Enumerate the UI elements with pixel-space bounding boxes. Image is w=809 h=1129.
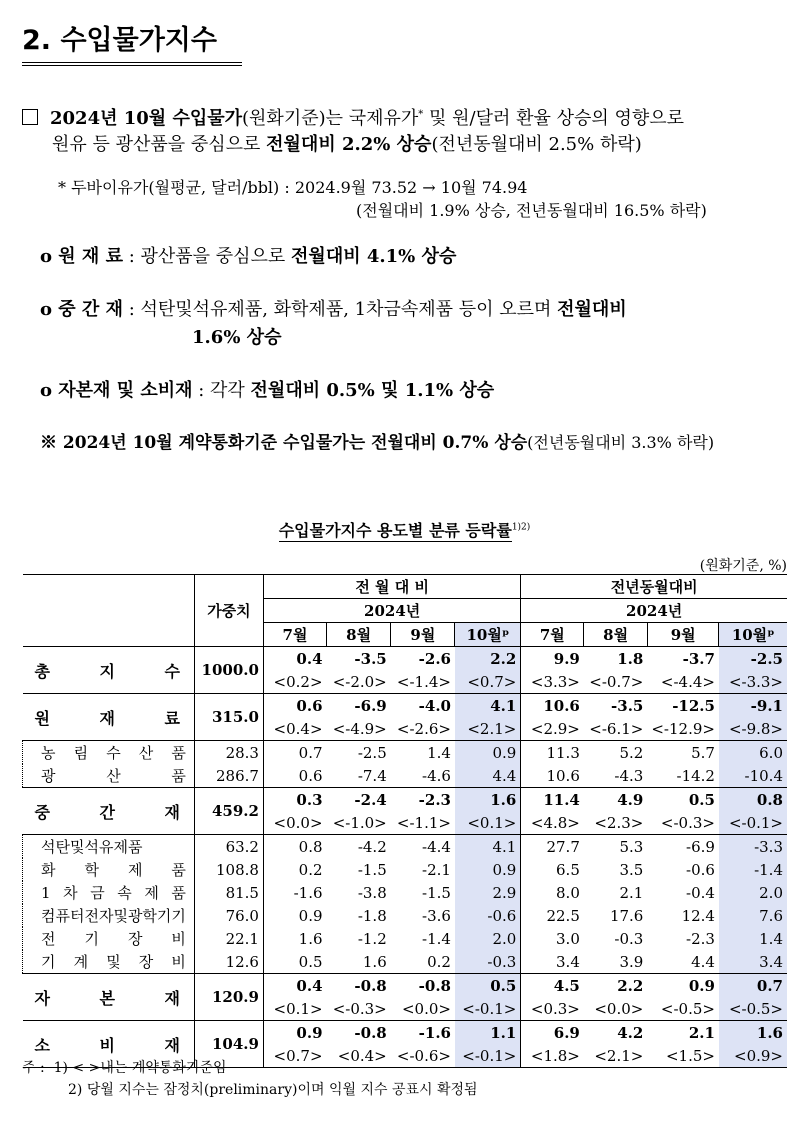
sub-row-weight: 108.8 (194, 858, 263, 881)
value-cell: -2.5 (357, 743, 387, 762)
value-cell: 2.0 (719, 881, 787, 904)
title-underline (22, 62, 242, 63)
value-cell: 0.4 (296, 649, 323, 668)
row-weight: 1000.0 (194, 647, 263, 694)
contract-note-text: ※ 2024년 10월 계약통화기준 수입물가는 (40, 433, 372, 453)
contract-value-cell: <0.1> (455, 811, 521, 835)
import-price-table (22, 574, 787, 1068)
value-cell: 2.1 (688, 1023, 715, 1042)
value-cell: -2.3 (418, 790, 451, 809)
contract-value-cell: <-1.0> (327, 811, 391, 835)
value-cell: -4.2 (357, 837, 387, 856)
value-cell: 1.4 (719, 927, 787, 950)
bullet-cap-label: o 자본재 및 소비재 (40, 380, 193, 401)
value-cell: 6.9 (553, 1023, 580, 1042)
sub-row-weight: 28.3 (194, 741, 263, 765)
bullet-mid (40, 295, 627, 325)
contract-value-cell: <0.0> (263, 811, 326, 835)
value-cell: -4.0 (418, 696, 451, 715)
value-cell: -10.4 (719, 764, 787, 788)
contract-value-cell: <-0.5> (647, 997, 719, 1021)
value-cell: 12.4 (681, 906, 715, 925)
value-cell: -1.8 (357, 906, 387, 925)
value-cell: 0.7 (719, 974, 787, 998)
row-weight: 459.2 (194, 788, 263, 835)
row-label: 소 비 재 (23, 1021, 195, 1068)
table-row-sub (23, 835, 788, 859)
value-cell: -6.9 (686, 837, 715, 856)
table-row-sub (23, 741, 788, 765)
table-row (23, 694, 788, 718)
sub-row-label: 석탄및석유제품 (23, 835, 195, 859)
sub-row-weight: 22.1 (194, 927, 263, 950)
value-cell: -0.8 (354, 976, 387, 995)
table-title (0, 518, 809, 541)
value-cell: 10.6 (543, 696, 580, 715)
value-cell: 1.8 (617, 649, 644, 668)
table-row (23, 788, 788, 812)
contract-value-cell: <0.0> (584, 997, 647, 1021)
row-weight: 120.9 (194, 974, 263, 1021)
value-cell: 0.6 (263, 764, 326, 788)
value-cell: -1.6 (418, 1023, 451, 1042)
value-cell: 0.2 (391, 950, 455, 974)
header-month: 8월 (584, 623, 647, 647)
contract-value-cell: <4.8> (521, 811, 584, 835)
bullet-raw-label: o 원 재 료 (40, 246, 123, 267)
bullet-mid-label: o 중 간 재 (40, 299, 123, 320)
summary-line-2 (52, 130, 642, 160)
value-cell: -1.6 (293, 883, 323, 902)
contract-value-cell: <-12.9> (647, 717, 719, 741)
bullet-cap-text: : 각각 (192, 380, 251, 401)
value-cell: 11.4 (543, 790, 580, 809)
value-cell: 4.1 (455, 694, 521, 718)
value-cell: 7.6 (719, 904, 787, 927)
sub-row-label: 농 림 수 산 품 (23, 741, 195, 765)
value-cell: 0.8 (298, 837, 323, 856)
value-cell: 8.0 (556, 883, 580, 902)
checkbox-square-icon (22, 109, 38, 125)
contract-value-cell: <-0.1> (455, 997, 521, 1021)
value-cell: 4.5 (553, 976, 580, 995)
contract-value-cell: <0.7> (455, 670, 521, 694)
sub-row-label: 광 산 품 (23, 764, 195, 788)
value-cell: 5.3 (619, 837, 644, 856)
dubai-note-2: (전월대비 1.9% 상승, 전년동월대비 16.5% 하락) (356, 201, 707, 220)
value-cell: 11.3 (546, 743, 580, 762)
contract-value-cell: <-0.5> (719, 997, 787, 1021)
header-month: 7월 (263, 623, 326, 647)
summary-text-1: 는 국제유가 (325, 108, 419, 129)
table-row-sub (23, 881, 788, 904)
contract-value-cell: <-0.1> (455, 1044, 521, 1068)
value-cell: 1.6 (719, 1021, 787, 1045)
contract-value-cell: <2.1> (584, 1044, 647, 1068)
contract-value-cell: <1.5> (647, 1044, 719, 1068)
value-cell: 1.1 (455, 1021, 521, 1045)
value-cell: -3.7 (682, 649, 715, 668)
sub-row-weight: 76.0 (194, 904, 263, 927)
value-cell: -0.8 (418, 976, 451, 995)
value-cell: 4.9 (617, 790, 644, 809)
value-cell: 17.6 (609, 906, 644, 925)
value-cell: 0.5 (455, 974, 521, 998)
contract-value-cell: <-0.6> (391, 1044, 455, 1068)
table-row (23, 647, 788, 671)
value-cell: 4.4 (647, 950, 719, 974)
bullet-raw-bold: 전월대비 4.1% 상승 (291, 246, 457, 267)
contract-value-cell: <0.4> (327, 1044, 391, 1068)
header-mom: 전 월 대 비 (263, 575, 520, 599)
contract-value-cell: <-0.3> (647, 811, 719, 835)
value-cell: 1.6 (327, 950, 391, 974)
value-cell: -1.4 (719, 858, 787, 881)
sub-row-label: 전 기 장 비 (23, 927, 195, 950)
value-cell: 3.4 (521, 950, 584, 974)
value-cell: -0.8 (354, 1023, 387, 1042)
value-cell: 6.5 (556, 860, 580, 879)
value-cell: -0.3 (614, 929, 644, 948)
table-unit: (원화기준, %) (699, 558, 787, 574)
header-year-yoy: 2024년 (521, 599, 787, 623)
value-cell: 0.5 (263, 950, 326, 974)
value-cell: -14.2 (647, 764, 719, 788)
sub-row-weight: 12.6 (194, 950, 263, 974)
summary-yoy: (전년동월대비 2.5% 하락) (431, 134, 642, 155)
sub-row-label: 화 학 제 품 (23, 858, 195, 881)
value-cell: 3.0 (556, 929, 580, 948)
contract-note-yoy: (전년동월대비 3.3% 하락) (527, 433, 715, 452)
value-cell: -12.5 (672, 696, 715, 715)
contract-value-cell: <3.3> (521, 670, 584, 694)
footnote-label: 주 : (22, 1060, 45, 1076)
value-cell: 3.9 (584, 950, 647, 974)
sub-row-weight: 81.5 (194, 881, 263, 904)
asterisk-mark: * (418, 109, 424, 120)
table-row-sub (23, 904, 788, 927)
value-cell: -1.2 (357, 929, 387, 948)
value-cell: -1.5 (357, 860, 387, 879)
table-row (23, 1021, 788, 1045)
contract-value-cell: <-0.3> (327, 997, 391, 1021)
contract-value-cell: <0.4> (263, 717, 326, 741)
contract-value-cell: <-2.6> (391, 717, 455, 741)
value-cell: -0.6 (455, 904, 521, 927)
contract-note (40, 428, 714, 458)
value-cell: -1.5 (422, 883, 451, 902)
value-cell: -0.4 (686, 883, 715, 902)
header-weight: 가중치 (194, 575, 263, 647)
contract-value-cell: <2.1> (455, 717, 521, 741)
summary-line-1 (22, 100, 684, 134)
value-cell: -3.5 (611, 696, 644, 715)
bullet-mid-bold: 전월대비 (557, 299, 627, 320)
footnote-1: 1) < >내는 계약통화기준임 (53, 1060, 227, 1076)
value-cell: 0.8 (719, 788, 787, 812)
table-title-sup: 1)2) (511, 522, 531, 533)
contract-value-cell: <-4.4> (647, 670, 719, 694)
value-cell: -3.6 (422, 906, 451, 925)
contract-value-cell: <0.2> (263, 670, 326, 694)
footnote-2: 2) 당월 지수는 잠정치(preliminary)이며 익월 지수 공표시 확정됨 (68, 1082, 478, 1098)
value-cell: 0.9 (455, 741, 521, 765)
contract-value-cell: <-9.8> (719, 717, 787, 741)
value-cell: 27.7 (546, 837, 580, 856)
value-cell: 2.9 (455, 881, 521, 904)
value-cell: 0.7 (298, 743, 323, 762)
value-cell: 0.9 (455, 858, 521, 881)
sub-row-label: 1 차 금 속 제 품 (23, 881, 195, 904)
contract-value-cell: <-0.7> (584, 670, 647, 694)
value-cell: 2.2 (617, 976, 644, 995)
summary-basis: (원화기준) (242, 108, 326, 129)
value-cell: 3.5 (619, 860, 644, 879)
value-cell: 0.9 (688, 976, 715, 995)
row-label: 원 재 료 (23, 694, 195, 741)
value-cell: 0.5 (688, 790, 715, 809)
header-month: 8월 (327, 623, 391, 647)
value-cell: 6.0 (719, 741, 787, 765)
footnotes (22, 1057, 478, 1101)
value-cell: 9.9 (553, 649, 580, 668)
summary-bold-2: 전월대비 2.2% 상승 (266, 134, 432, 155)
value-cell: -2.5 (719, 647, 787, 671)
value-cell: -2.6 (418, 649, 451, 668)
dubai-note-1: * 두바이유가(월평균, 달러/bbl) : 2024.9월 73.52 → 10월 74.94 (58, 178, 528, 197)
value-cell: 1.6 (298, 929, 323, 948)
header-month: 9월 (647, 623, 719, 647)
contract-value-cell: <-4.9> (327, 717, 391, 741)
value-cell: -4.4 (422, 837, 451, 856)
sub-row-weight: 286.7 (194, 764, 263, 788)
bullet-raw (40, 242, 456, 272)
bullet-mid-text: : 석탄및석유제품, 화학제품, 1차금속제품 등이 오르며 (122, 299, 558, 320)
value-cell: -4.3 (584, 764, 647, 788)
bullet-raw-text: : 광산품을 중심으로 (122, 246, 292, 267)
contract-value-cell: <0.1> (263, 997, 326, 1021)
contract-value-cell: <2.9> (521, 717, 584, 741)
sub-row-label: 컴퓨터전자및광학기기 (23, 904, 195, 927)
section-title: 2. 수입물가지수 (22, 25, 217, 56)
value-cell: 2.2 (455, 647, 521, 671)
value-cell: 0.9 (296, 1023, 323, 1042)
summary-bold-1: 2024년 10월 수입물가 (50, 108, 243, 129)
row-label: 중 간 재 (23, 788, 195, 835)
value-cell: -3.8 (357, 883, 387, 902)
value-cell: -2.1 (422, 860, 451, 879)
header-blank (23, 575, 195, 647)
summary-text-3: 원유 등 광산품을 중심으로 (52, 134, 267, 155)
value-cell: 4.1 (455, 835, 521, 859)
contract-value-cell: <0.0> (391, 997, 455, 1021)
value-cell: 0.4 (296, 976, 323, 995)
value-cell: -0.3 (455, 950, 521, 974)
value-cell: -0.6 (686, 860, 715, 879)
header-month: 7월 (521, 623, 584, 647)
row-label: 총 지 수 (23, 647, 195, 694)
summary-text-2: 및 원/달러 환율 상승의 영향으로 (423, 108, 685, 129)
value-cell: 5.7 (691, 743, 715, 762)
value-cell: 0.6 (296, 696, 323, 715)
table-title-text: 수입물가지수 용도별 분류 등락률 (278, 521, 512, 540)
value-cell: -1.4 (422, 929, 451, 948)
bullet-mid-bold-2: 1.6% 상승 (192, 327, 282, 348)
contract-value-cell: <-2.0> (327, 670, 391, 694)
value-cell: 0.2 (298, 860, 323, 879)
row-label: 자 본 재 (23, 974, 195, 1021)
value-cell: 5.2 (619, 743, 644, 762)
contract-value-cell: <2.3> (584, 811, 647, 835)
contract-value-cell: <0.9> (719, 1044, 787, 1068)
header-yoy: 전년동월대비 (521, 575, 787, 599)
value-cell: 4.4 (455, 764, 521, 788)
row-weight: 315.0 (194, 694, 263, 741)
header-month: 10월ᵖ (719, 623, 787, 647)
bullet-cap (40, 376, 494, 406)
contract-value-cell: <-1.1> (391, 811, 455, 835)
value-cell: -2.4 (354, 790, 387, 809)
value-cell: 2.1 (619, 883, 644, 902)
value-cell: -2.3 (686, 929, 715, 948)
sub-row-label: 기 계 및 장 비 (23, 950, 195, 974)
value-cell: -3.3 (719, 835, 787, 859)
value-cell: 22.5 (546, 906, 580, 925)
value-cell: 1.6 (455, 788, 521, 812)
header-month: 10월ᵖ (455, 623, 521, 647)
table-row (23, 974, 788, 998)
contract-value-cell: <-0.1> (719, 811, 787, 835)
table-row-sub (23, 764, 788, 788)
contract-value-cell: <1.8> (521, 1044, 584, 1068)
contract-value-cell: <-6.1> (584, 717, 647, 741)
value-cell: 0.3 (296, 790, 323, 809)
header-row-1 (23, 575, 788, 599)
contract-value-cell: <0.3> (521, 997, 584, 1021)
header-month: 9월 (391, 623, 455, 647)
contract-value-cell: <0.7> (263, 1044, 326, 1068)
value-cell: 2.0 (455, 927, 521, 950)
table-row-sub (23, 927, 788, 950)
value-cell: 1.4 (427, 743, 451, 762)
value-cell: 10.6 (521, 764, 584, 788)
table-row-sub (23, 950, 788, 974)
sub-row-weight: 63.2 (194, 835, 263, 859)
value-cell: 4.2 (617, 1023, 644, 1042)
bullet-cap-bold: 전월대비 0.5% 및 1.1% 상승 (250, 380, 495, 401)
value-cell: -7.4 (327, 764, 391, 788)
contract-note-bold: 전월대비 0.7% 상승 (371, 433, 528, 453)
table-body (23, 575, 788, 1068)
value-cell: -6.9 (354, 696, 387, 715)
table-row-sub (23, 858, 788, 881)
value-cell: -4.6 (391, 764, 455, 788)
value-cell: 3.4 (719, 950, 787, 974)
header-year-mom: 2024년 (263, 599, 520, 623)
row-weight: 104.9 (194, 1021, 263, 1068)
value-cell: -3.5 (354, 649, 387, 668)
value-cell: -9.1 (719, 694, 787, 718)
contract-value-cell: <-3.3> (719, 670, 787, 694)
title-underline-2 (22, 65, 242, 66)
value-cell: 0.9 (298, 906, 323, 925)
contract-value-cell: <-1.4> (391, 670, 455, 694)
